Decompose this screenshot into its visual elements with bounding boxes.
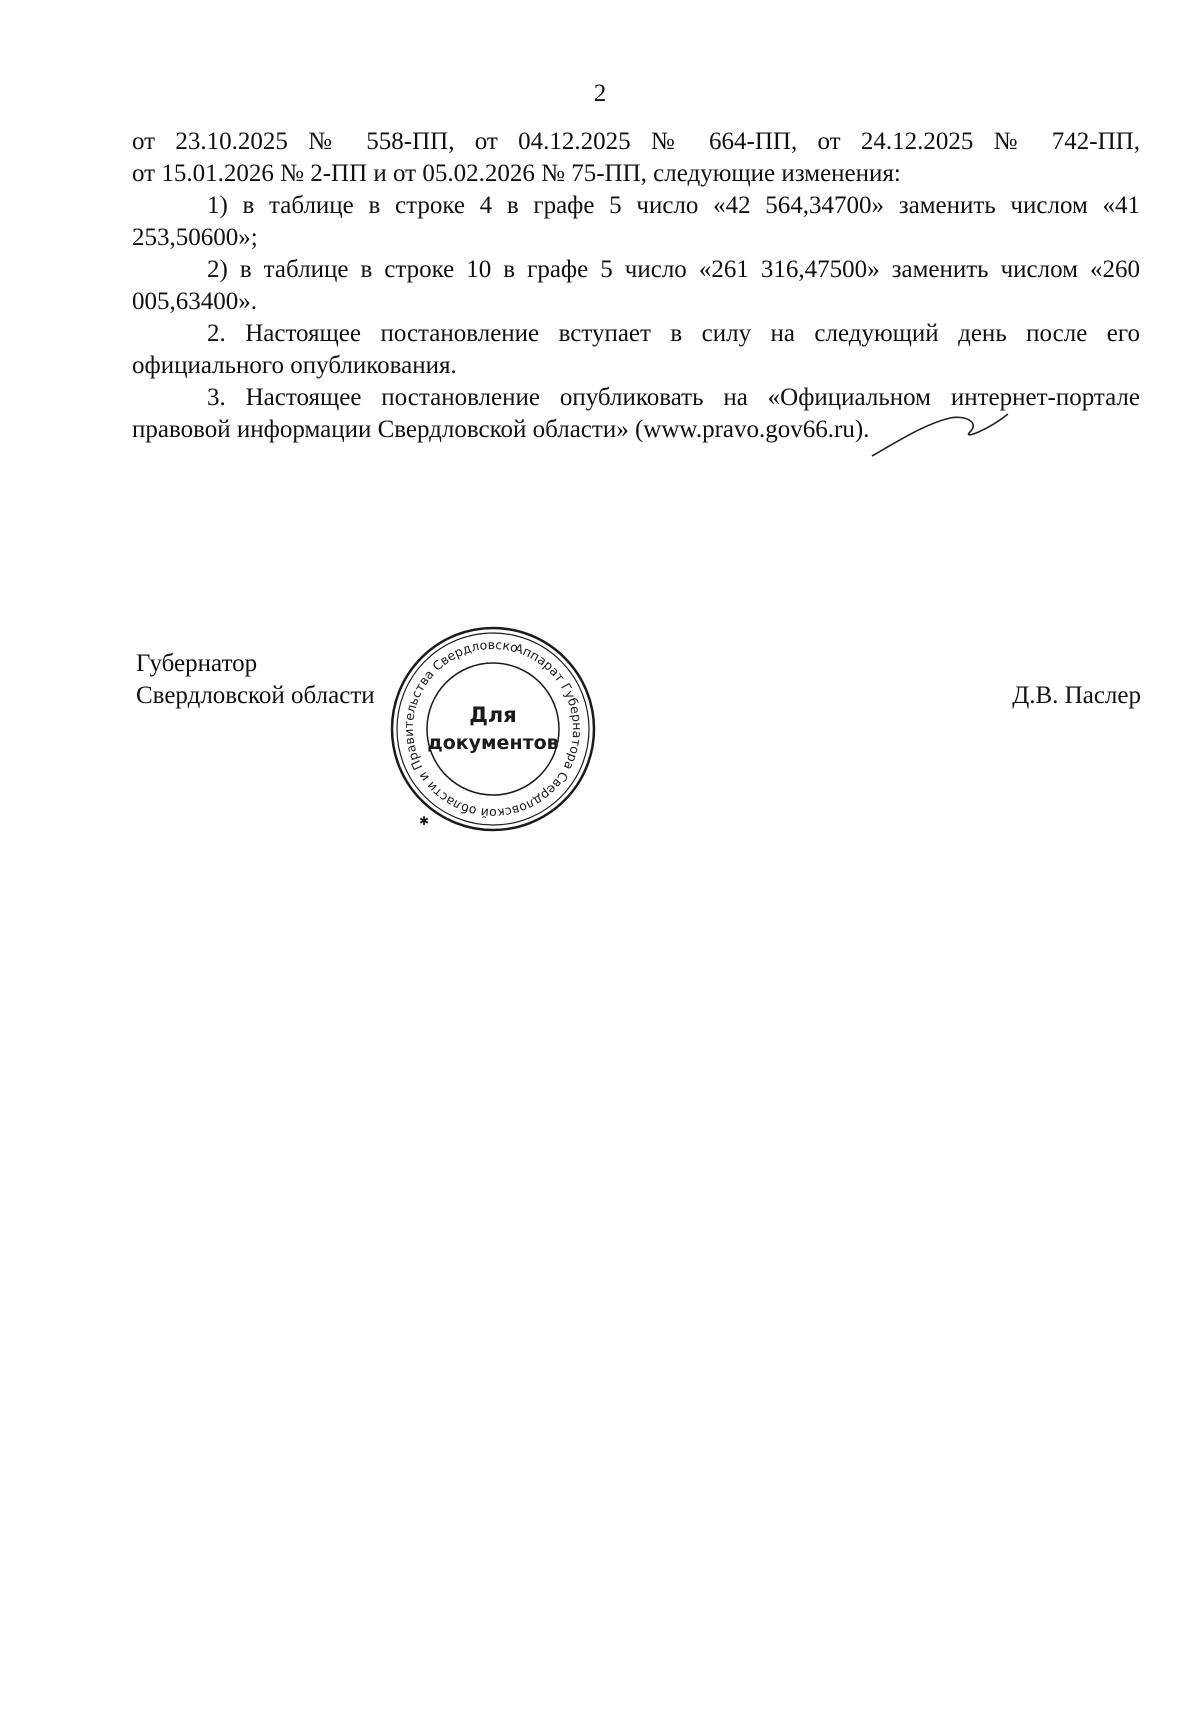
paragraph-change-2: 2) в таблице в строке 10 в графе 5 число «261 316,47500» заменить числом «260 005,63400». [132,256,1140,315]
position-line-2: Свердловской области [136,682,375,709]
signatory-position [136,648,375,712]
seal-star: ✱ [419,814,430,828]
official-seal [389,625,597,833]
position-line-1: Губернатор [136,650,258,677]
svg-text:Аппарат Губернатора Свердловск [389,625,597,833]
paragraph-effective-date: 2. Настоящее постановление вступает в силу на следующий день после его официального опубликования. [132,320,1140,379]
seal-center-line-1: Для [469,703,517,727]
paragraph-change-1: 1) в таблице в строке 4 в графе 5 число «42 564,34700» заменить числом «41 253,50600»; [132,192,1140,251]
document-body [132,126,1140,446]
paragraph-publication: 3. Настоящее постановление опубликовать на «Официальном интернет-портале правовой информации Свердловской области» (www.pravo.gov66.ru). [132,384,1140,443]
page-number: 2 [593,80,607,107]
paragraph-amended-acts-line2: от 15.01.2026 № 2-ПП и от 05.02.2026 № 75-ПП, следующие изменения: [132,160,901,187]
signatory-name: Д.В. Паслер [1012,682,1141,709]
seal-center-line-2: документов [427,732,559,754]
handwritten-signature [870,410,1010,460]
paragraph-amended-acts-line1: от 23.10.2025 № 558-ПП, от 04.12.2025 № 664-ПП, от 24.12.2025 № 742-ПП, [132,128,1140,155]
seal-ring-text: Аппарат Губернатора Свердловской области и Правительства Свердловской [400,636,586,822]
